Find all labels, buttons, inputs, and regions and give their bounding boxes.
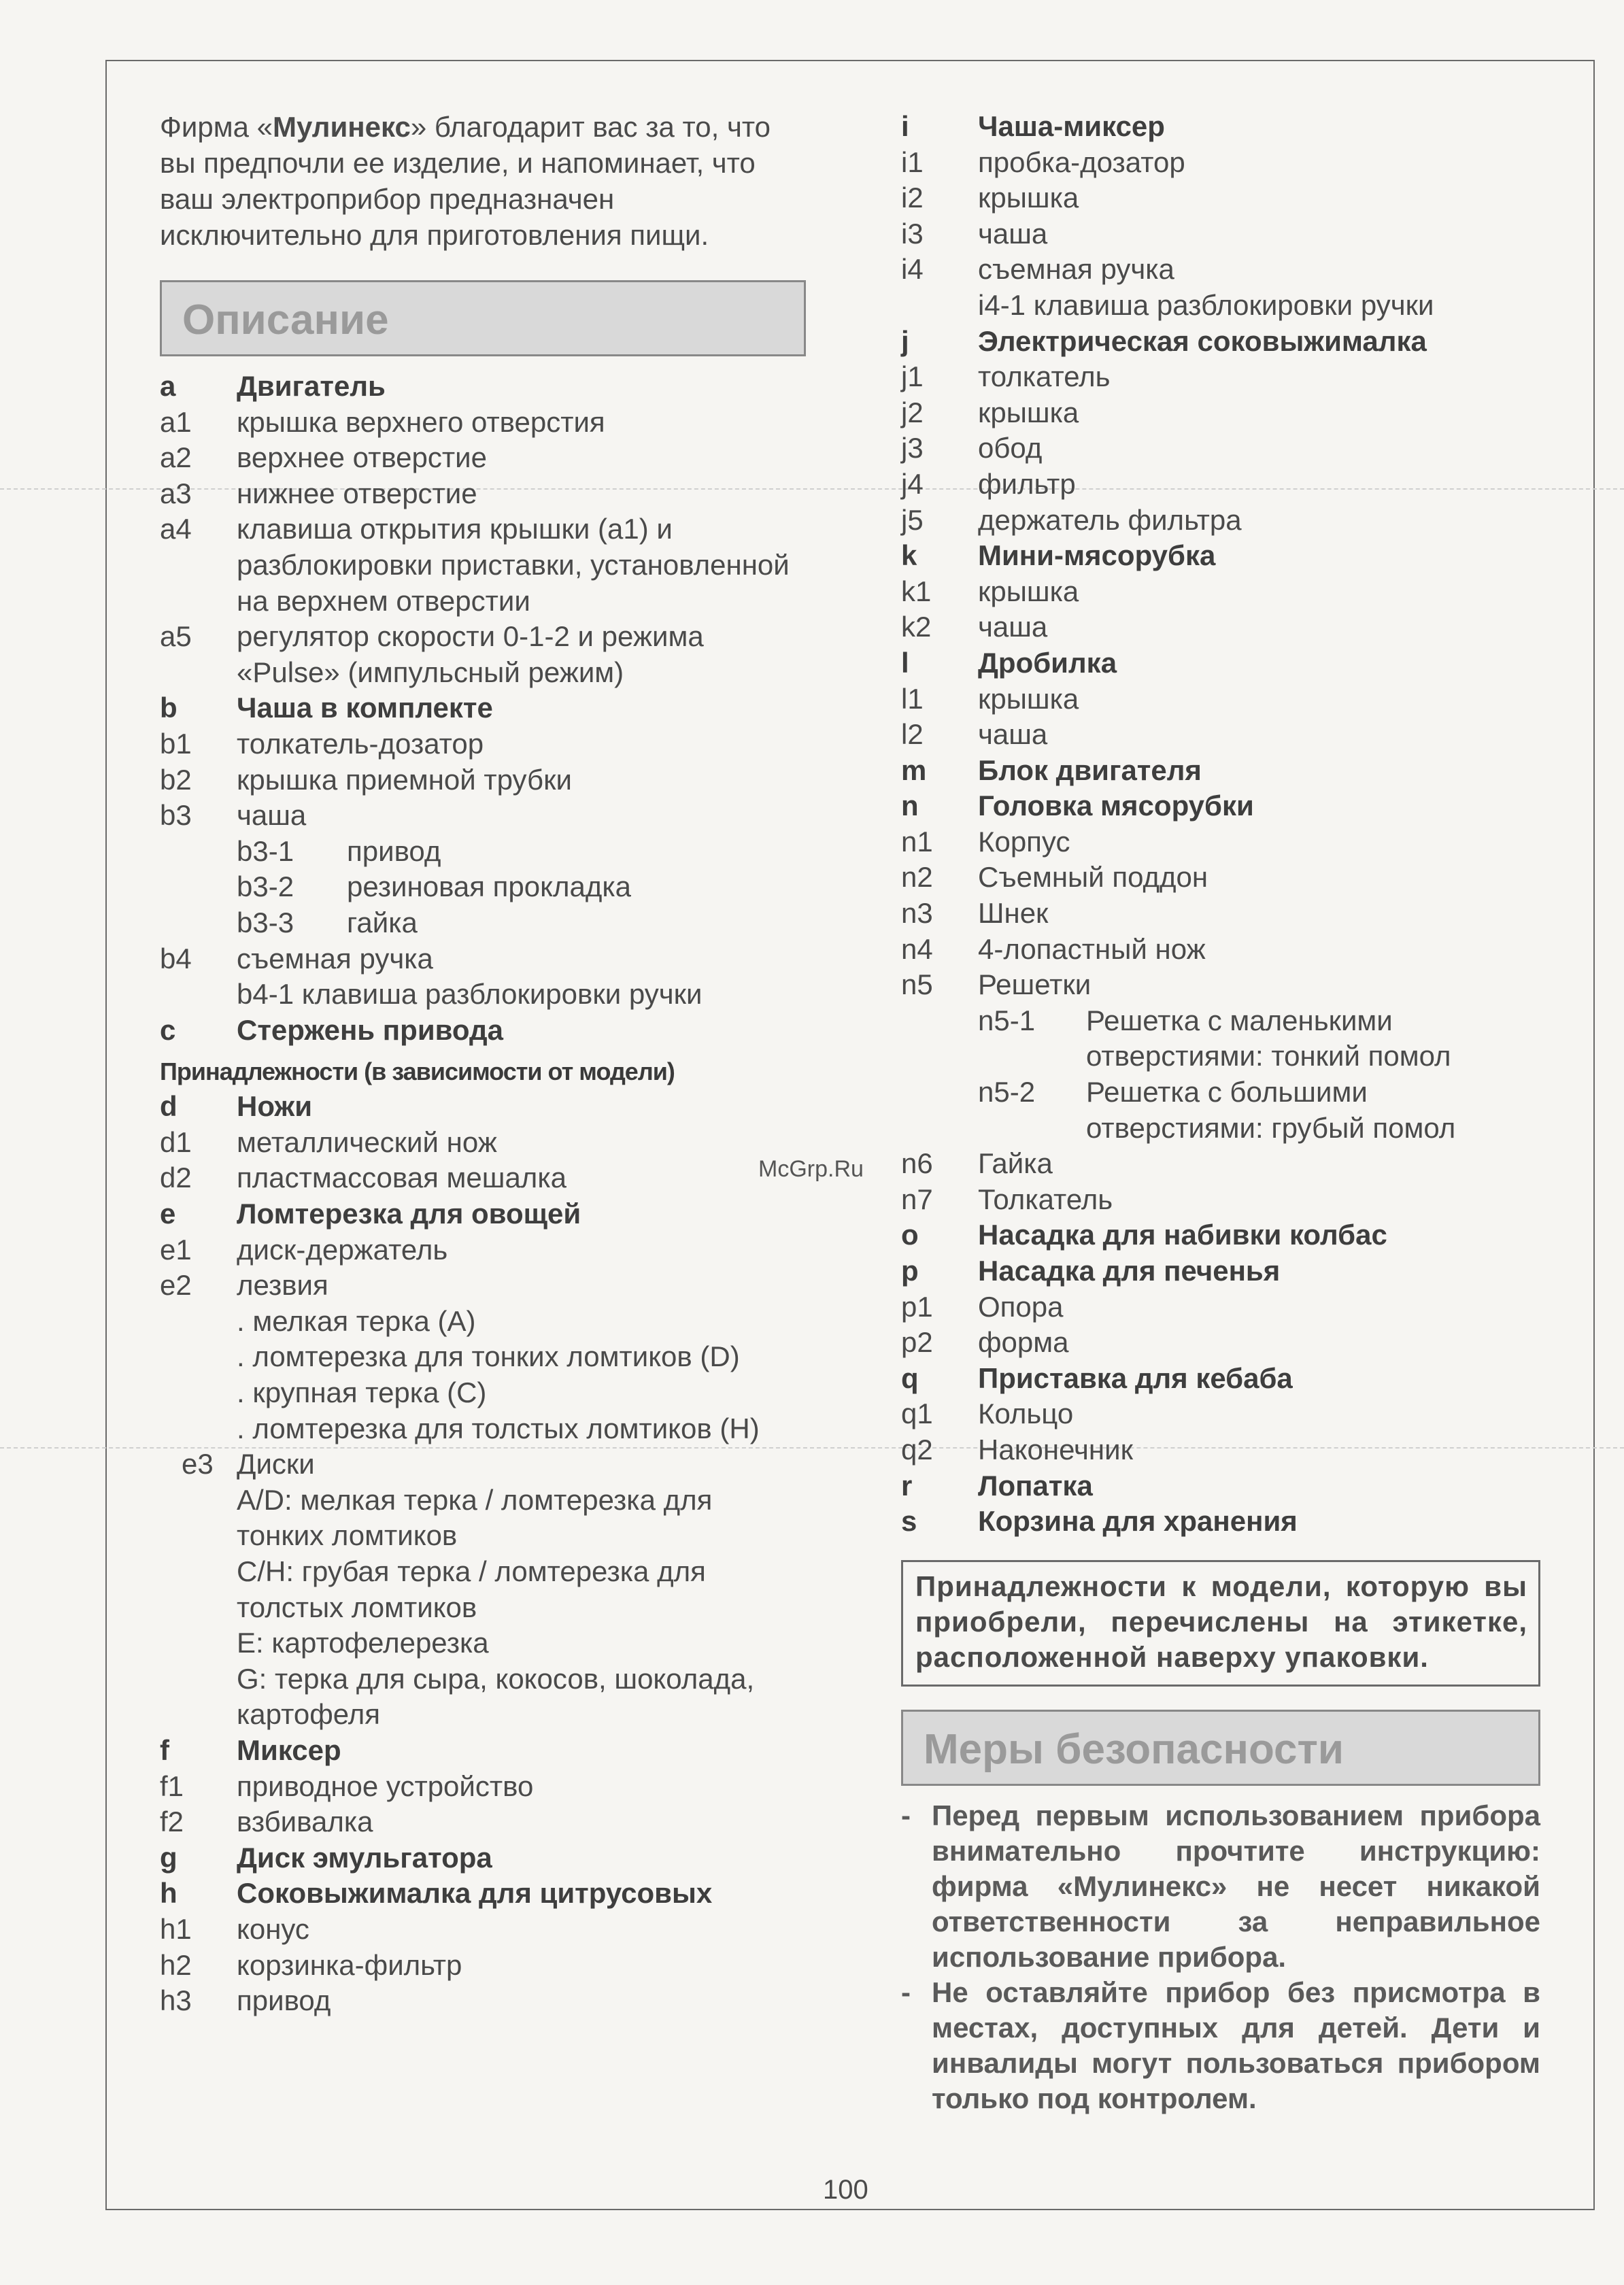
list-item — [901, 538, 1540, 574]
item-code: i3 — [901, 217, 924, 250]
item-text: толкатель-дозатор — [237, 727, 484, 760]
item-code: a4 — [160, 513, 192, 545]
item-code: n2 — [901, 861, 933, 894]
item-text: гайка — [347, 906, 418, 938]
list-item — [160, 1411, 806, 1447]
item-text: Решетка с большими отверстиями: грубый помол — [1086, 1076, 1456, 1144]
list-item — [901, 1253, 1540, 1289]
list-item — [160, 1483, 806, 1554]
list-item — [901, 359, 1540, 395]
list-item — [160, 1339, 806, 1375]
list-item — [160, 1804, 806, 1840]
item-text: резиновая прокладка — [347, 870, 632, 903]
list-item — [160, 941, 806, 977]
item-code: h3 — [160, 1984, 192, 2017]
list-item — [901, 1432, 1540, 1468]
list-item — [160, 405, 806, 441]
parts-list-right — [901, 109, 1540, 1540]
list-item — [901, 1289, 1540, 1325]
item-code: j1 — [901, 360, 924, 393]
item-code: b1 — [160, 727, 192, 760]
intro-before: Фирма « — [160, 111, 273, 143]
list-item — [901, 395, 1540, 431]
list-item — [160, 1304, 806, 1340]
list-item — [160, 440, 806, 476]
item-code: n5-1 — [978, 1004, 1036, 1036]
item-code: k2 — [901, 611, 932, 643]
model-note-box: Принадлежности к модели, которую вы приобрели, перечислены на этикетке, расположенной наверху упаковки. — [901, 1560, 1540, 1687]
item-text: лезвия — [237, 1269, 328, 1302]
list-item — [901, 1468, 1540, 1504]
list-item — [901, 1504, 1540, 1540]
item-code: l1 — [901, 682, 924, 715]
item-code: h2 — [160, 1948, 192, 1981]
item-code: b3-3 — [237, 906, 294, 938]
item-text: держатель фильтра — [978, 503, 1242, 536]
right-column — [901, 109, 1540, 2116]
list-item — [160, 511, 806, 619]
item-text: Опора — [978, 1290, 1064, 1323]
list-item — [901, 1361, 1540, 1397]
item-text: Стержень привода — [237, 1013, 504, 1046]
item-text: пробка-дозатор — [978, 146, 1185, 178]
item-text: . ломтерезка для толстых ломтиков (H) — [237, 1412, 760, 1444]
list-item — [160, 619, 806, 690]
item-code: n6 — [901, 1147, 933, 1180]
item-text: крышка приемной трубки — [237, 763, 572, 796]
item-text: Наконечник — [978, 1433, 1133, 1466]
item-text: съемная ручка — [237, 942, 433, 975]
description-list — [160, 369, 806, 1048]
safety-title: Меры безопасности — [901, 1710, 1540, 1786]
item-text: Толкатель — [978, 1183, 1113, 1215]
list-item — [901, 1325, 1540, 1361]
item-text: Дробилка — [978, 646, 1117, 679]
item-text: Корпус — [978, 825, 1070, 858]
item-text: Головка мясорубки — [978, 790, 1254, 822]
list-item — [901, 681, 1540, 717]
item-text: крышка — [978, 575, 1079, 607]
item-text: Мини-мясорубка — [978, 539, 1216, 572]
safety-item — [901, 1798, 1540, 1975]
item-text: толкатель — [978, 360, 1111, 393]
item-code: n4 — [901, 932, 933, 965]
item-code: j2 — [901, 396, 924, 428]
list-item — [160, 369, 806, 405]
item-code: j3 — [901, 432, 924, 464]
item-code: c — [160, 1013, 176, 1046]
item-code: e2 — [160, 1269, 192, 1302]
item-code: s — [901, 1505, 917, 1538]
item-code: k1 — [901, 575, 932, 607]
item-code: h — [160, 1877, 177, 1910]
item-code: d2 — [160, 1162, 192, 1194]
item-text: Блок двигателя — [978, 754, 1202, 786]
item-code: b — [160, 692, 177, 724]
item-code: f1 — [160, 1770, 184, 1802]
item-code: q1 — [901, 1398, 933, 1430]
list-item — [160, 1876, 806, 1912]
list-item — [160, 1661, 806, 1733]
list-item — [160, 1733, 806, 1769]
list-item — [901, 288, 1540, 324]
item-code: m — [901, 754, 927, 786]
item-code: i1 — [901, 146, 924, 178]
item-text: крышка — [978, 682, 1079, 715]
list-item — [901, 1396, 1540, 1432]
list-item — [901, 180, 1540, 216]
item-text: E: картофелерезка — [237, 1627, 489, 1659]
item-text: Насадка для печенья — [978, 1255, 1281, 1287]
list-item — [901, 717, 1540, 753]
item-text: клавиша открытия крышки (a1) и разблокировки приставки, установленной на верхнем отверстии — [237, 513, 790, 617]
list-item — [160, 726, 806, 762]
item-text: привод — [347, 834, 441, 867]
item-text: крышка верхнего отверстия — [237, 405, 605, 438]
item-code: o — [901, 1219, 919, 1251]
item-text: Двигатель — [237, 370, 386, 402]
item-text: регулятор скорости 0-1-2 и режима «Pulse» (импульсный режим) — [237, 620, 704, 688]
item-code: f — [160, 1733, 169, 1766]
item-text: G: терка для сыра, кокосов, шоколада, картофеля — [237, 1662, 755, 1731]
intro-paragraph — [160, 109, 806, 253]
item-text: Электрическая соковыжималка — [978, 324, 1427, 357]
list-item — [901, 860, 1540, 896]
item-text: приводное устройство — [237, 1770, 534, 1802]
list-item — [160, 1268, 806, 1304]
item-code: l — [901, 646, 909, 679]
item-code: n5-2 — [978, 1076, 1036, 1108]
item-code: n5 — [901, 968, 933, 1001]
item-text: верхнее отверстие — [237, 441, 487, 474]
item-text: . ломтерезка для тонких ломтиков (D) — [237, 1340, 740, 1373]
list-item — [160, 1160, 806, 1196]
item-code: d — [160, 1090, 177, 1123]
item-text: b4-1 клавиша разблокировки ручки — [237, 978, 703, 1011]
item-text: чаша — [978, 217, 1048, 250]
list-item — [901, 788, 1540, 824]
list-item — [160, 905, 806, 941]
list-item — [160, 762, 806, 798]
item-code: g — [160, 1841, 177, 1874]
list-item — [160, 1232, 806, 1268]
item-code: j5 — [901, 503, 924, 536]
item-text: i4-1 клавиша разблокировки ручки — [978, 288, 1434, 321]
item-code: e3 — [182, 1448, 214, 1480]
item-code: i4 — [901, 253, 924, 286]
page-number: 100 — [823, 2175, 868, 2205]
item-code: l2 — [901, 718, 924, 751]
item-text: Решетки — [978, 968, 1092, 1001]
item-text: Лопатка — [978, 1469, 1093, 1502]
item-text: Корзина для хранения — [978, 1505, 1298, 1538]
item-text: Чаша в комплекте — [237, 692, 493, 724]
list-item — [160, 1948, 806, 1984]
accessories-heading: Принадлежности (в зависимости от модели) — [160, 1057, 675, 1086]
item-text: Диск эмульгатора — [237, 1841, 492, 1874]
list-item — [901, 109, 1540, 145]
accessories-list — [160, 1089, 806, 2018]
item-text: Чаша-миксер — [978, 110, 1165, 142]
safety-item-text: Не оставляйте прибор без присмотра в местах, доступных для детей. Дети и инвалиды могут пользоваться прибором только под контролем. — [932, 1976, 1540, 2114]
item-code: n — [901, 790, 919, 822]
left-column — [160, 109, 806, 2019]
item-code: n1 — [901, 825, 933, 858]
safety-item-text: Перед первым использованием прибора внимательно прочтите инструкцию: фирма «Мулинекс» не несет никакой ответственности за неправильное использование прибора. — [932, 1799, 1540, 1973]
item-code: r — [901, 1469, 913, 1502]
list-item — [160, 1912, 806, 1948]
item-text: C/H: грубая терка / ломтерезка для толстых ломтиков — [237, 1555, 706, 1623]
list-item — [901, 252, 1540, 288]
list-item — [160, 1625, 806, 1661]
safety-list — [901, 1798, 1540, 2116]
list-item — [901, 645, 1540, 681]
bullet-dash: - — [901, 1799, 911, 1831]
item-code: j — [901, 324, 909, 357]
item-code: q2 — [901, 1433, 933, 1466]
list-item — [160, 1769, 806, 1805]
list-item — [160, 1013, 806, 1049]
list-item — [160, 1375, 806, 1411]
list-item — [160, 1089, 806, 1125]
item-text: Кольцо — [978, 1398, 1074, 1430]
list-item — [901, 467, 1540, 503]
item-code: b4 — [160, 942, 192, 975]
item-code: p1 — [901, 1290, 933, 1323]
item-code: e1 — [160, 1233, 192, 1266]
item-text: чаша — [978, 718, 1048, 751]
list-item — [901, 1003, 1540, 1074]
list-item — [160, 1196, 806, 1232]
item-text: диск-держатель — [237, 1233, 448, 1266]
item-text: Ломтерезка для овощей — [237, 1198, 581, 1230]
list-item — [160, 1840, 806, 1876]
watermark: McGrp.Ru — [758, 1156, 864, 1182]
item-code: b3-1 — [237, 834, 294, 867]
item-code: f2 — [160, 1806, 184, 1838]
item-text: нижнее отверстие — [237, 477, 477, 509]
item-text: Съемный поддон — [978, 861, 1208, 894]
item-text: чаша — [237, 799, 307, 832]
item-text: фильтр — [978, 467, 1076, 500]
list-item — [160, 869, 806, 905]
item-text: . крупная терка (C) — [237, 1376, 487, 1409]
item-code: n7 — [901, 1183, 933, 1215]
item-code: k — [901, 539, 917, 572]
item-text: взбивалка — [237, 1806, 373, 1838]
item-text: 4-лопастный нож — [978, 932, 1206, 965]
item-text: чаша — [978, 611, 1048, 643]
item-text: обод — [978, 432, 1043, 464]
item-text: Гайка — [978, 1147, 1053, 1180]
item-text: крышка — [978, 396, 1079, 428]
list-item — [901, 824, 1540, 860]
item-code: p2 — [901, 1326, 933, 1359]
item-code: p — [901, 1255, 919, 1287]
list-item — [901, 1182, 1540, 1218]
item-text: крышка — [978, 182, 1079, 214]
item-text: A/D: мелкая терка / ломтерезка для тонких ломтиков — [237, 1483, 713, 1552]
list-item — [901, 216, 1540, 252]
list-item — [160, 476, 806, 512]
item-code: j4 — [901, 467, 924, 500]
list-item — [160, 834, 806, 870]
item-text: Приставка для кебаба — [978, 1361, 1293, 1394]
list-item — [901, 430, 1540, 467]
item-code: b2 — [160, 763, 192, 796]
list-item — [901, 753, 1540, 789]
list-item — [901, 1217, 1540, 1253]
list-item — [901, 1146, 1540, 1182]
list-item — [901, 145, 1540, 181]
description-title: Описание — [160, 280, 806, 356]
item-text: Миксер — [237, 1733, 341, 1766]
item-code: a — [160, 370, 176, 402]
list-item — [901, 324, 1540, 360]
item-code: e — [160, 1198, 176, 1230]
item-code: q — [901, 1361, 919, 1394]
list-item — [901, 609, 1540, 645]
list-item — [160, 1446, 806, 1483]
list-item — [160, 1125, 806, 1161]
intro-after: » благодарит вас за то, что вы предпочли ее изделие, и напоминает, что ваш электроприбор предназначен исключительно для приготовления пищи. — [160, 111, 771, 251]
item-code: i — [901, 110, 909, 142]
list-item — [901, 1074, 1540, 1146]
list-item — [160, 798, 806, 834]
list-item — [901, 932, 1540, 968]
list-item — [160, 690, 806, 726]
list-item — [901, 503, 1540, 539]
list-item — [160, 1554, 806, 1625]
item-code: a5 — [160, 620, 192, 653]
item-text: Насадка для набивки колбас — [978, 1219, 1387, 1251]
list-item — [160, 1983, 806, 2019]
item-code: n3 — [901, 897, 933, 930]
item-code: b3 — [160, 799, 192, 832]
item-code: i2 — [901, 182, 924, 214]
bullet-dash: - — [901, 1976, 911, 2008]
item-text: корзинка-фильтр — [237, 1948, 462, 1981]
item-text: привод — [237, 1984, 331, 2017]
item-code: a3 — [160, 477, 192, 509]
item-text: пластмассовая мешалка — [237, 1162, 566, 1194]
item-code: a2 — [160, 441, 192, 474]
item-text: Шнек — [978, 897, 1049, 930]
item-text: форма — [978, 1326, 1069, 1359]
safety-item — [901, 1975, 1540, 2116]
item-text: конус — [237, 1912, 309, 1945]
list-item — [901, 967, 1540, 1003]
item-text: Ножи — [237, 1090, 313, 1123]
list-item — [901, 574, 1540, 610]
item-text: Решетка с маленькими отверстиями: тонкий помол — [1086, 1004, 1451, 1072]
item-code: a1 — [160, 405, 192, 438]
intro-brand: Мулинекс — [273, 111, 411, 143]
item-text: Диски — [237, 1448, 315, 1480]
item-text: съемная ручка — [978, 253, 1174, 286]
item-text: . мелкая терка (A) — [237, 1304, 476, 1337]
item-code: b3-2 — [237, 870, 294, 903]
list-item — [901, 896, 1540, 932]
item-code: d1 — [160, 1125, 192, 1158]
item-text: Соковыжималка для цитрусовых — [237, 1877, 713, 1910]
list-item — [160, 977, 806, 1013]
item-text: металлический нож — [237, 1125, 497, 1158]
item-code: h1 — [160, 1912, 192, 1945]
